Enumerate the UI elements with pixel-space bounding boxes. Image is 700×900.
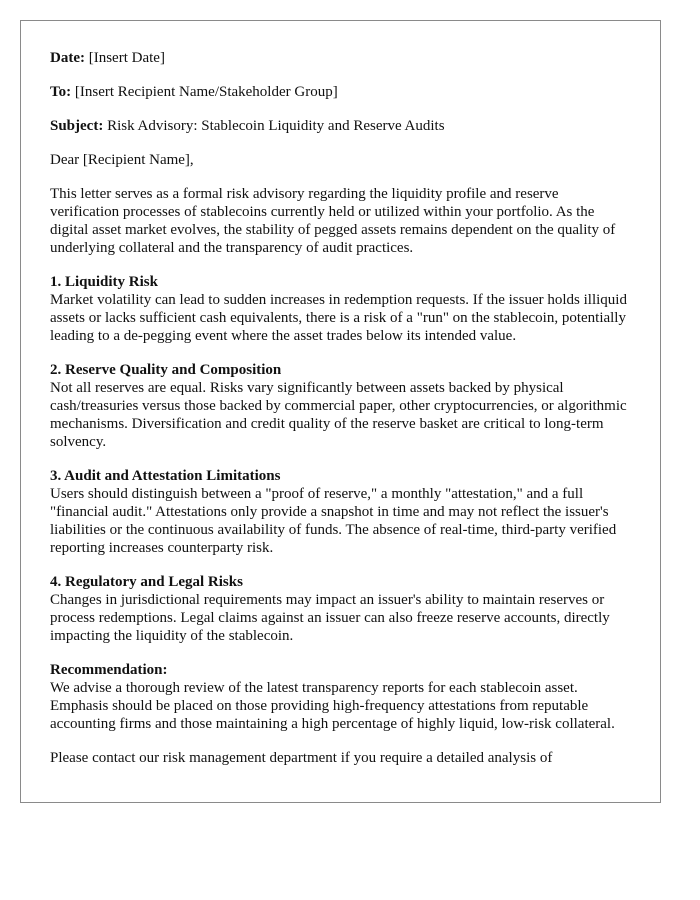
letter-page: [20, 20, 661, 803]
section-body: Not all reserves are equal. Risks vary significantly between assets backed by physical cash/treasuries versus those backed by commercial paper, other cryptocurrencies, or algorithmic mechanisms. Diversification and credit quality of the reserve basket are critical to long-term solvency.: [50, 380, 627, 450]
section-body: Market volatility can lead to sudden increases in redemption requests. If the issuer holds illiquid assets or lacks sufficient cash equivalents, there is a risk of a "run" on the stablecoin, potentially leading to a de-pegging event where the asset trades below its intended value.: [50, 292, 627, 344]
section-title: Recommendation:: [50, 662, 168, 678]
subject-label: Subject:: [50, 118, 104, 134]
page-bottom-border: [20, 802, 661, 803]
section-title: 3. Audit and Attestation Limitations: [50, 468, 281, 484]
subject-value: Risk Advisory: Stablecoin Liquidity and Reserve Audits: [107, 118, 445, 134]
salutation: Dear [Recipient Name],: [50, 152, 194, 168]
section-title: 2. Reserve Quality and Composition: [50, 362, 282, 378]
date-label: Date:: [50, 50, 85, 66]
date-value: [Insert Date]: [88, 50, 165, 66]
section-reserve-quality: [50, 361, 631, 451]
section-title: 1. Liquidity Risk: [50, 274, 158, 290]
closing-paragraph: Please contact our risk management department if you require a detailed analysis of: [50, 750, 553, 766]
section-title: 4. Regulatory and Legal Risks: [50, 574, 243, 590]
to-label: To:: [50, 84, 72, 100]
section-body: Users should distinguish between a "proof of reserve," a monthly "attestation," and a full "financial audit." Attestations only provide a snapshot in time and may not reflect the issuer's liabilities or the continuous availability of funds. The absence of real-time, third-party verified reporting increases counterparty risk.: [50, 486, 617, 556]
section-recommendation: [50, 661, 631, 733]
section-body: Changes in jurisdictional requirements may impact an issuer's ability to maintain reserves or process redemptions. Legal claims against an issuer can also freeze reserve accounts, directly impacting the liquidity of the stablecoin.: [50, 592, 610, 644]
section-regulatory-risks: [50, 573, 631, 645]
section-audit-limitations: [50, 467, 631, 557]
letter-content: [21, 21, 660, 767]
to-value: [Insert Recipient Name/Stakeholder Group]: [74, 84, 338, 100]
section-liquidity-risk: [50, 273, 631, 345]
section-body: We advise a thorough review of the latest transparency reports for each stablecoin asset. Emphasis should be placed on those providing high-frequency attestations from reputable accounting firms and those maintaining a high percentage of highly liquid, low-risk collateral.: [50, 680, 615, 732]
date-line: [50, 49, 631, 67]
subject-line: [50, 117, 631, 135]
intro-paragraph: This letter serves as a formal risk advisory regarding the liquidity profile and reserve verification processes of stablecoins currently held or utilized within your portfolio. As the digital asset market evolves, the stability of pegged assets remains dependent on the quality of underlying collateral and the transparency of audit practices.: [50, 186, 616, 256]
to-line: [50, 83, 631, 101]
